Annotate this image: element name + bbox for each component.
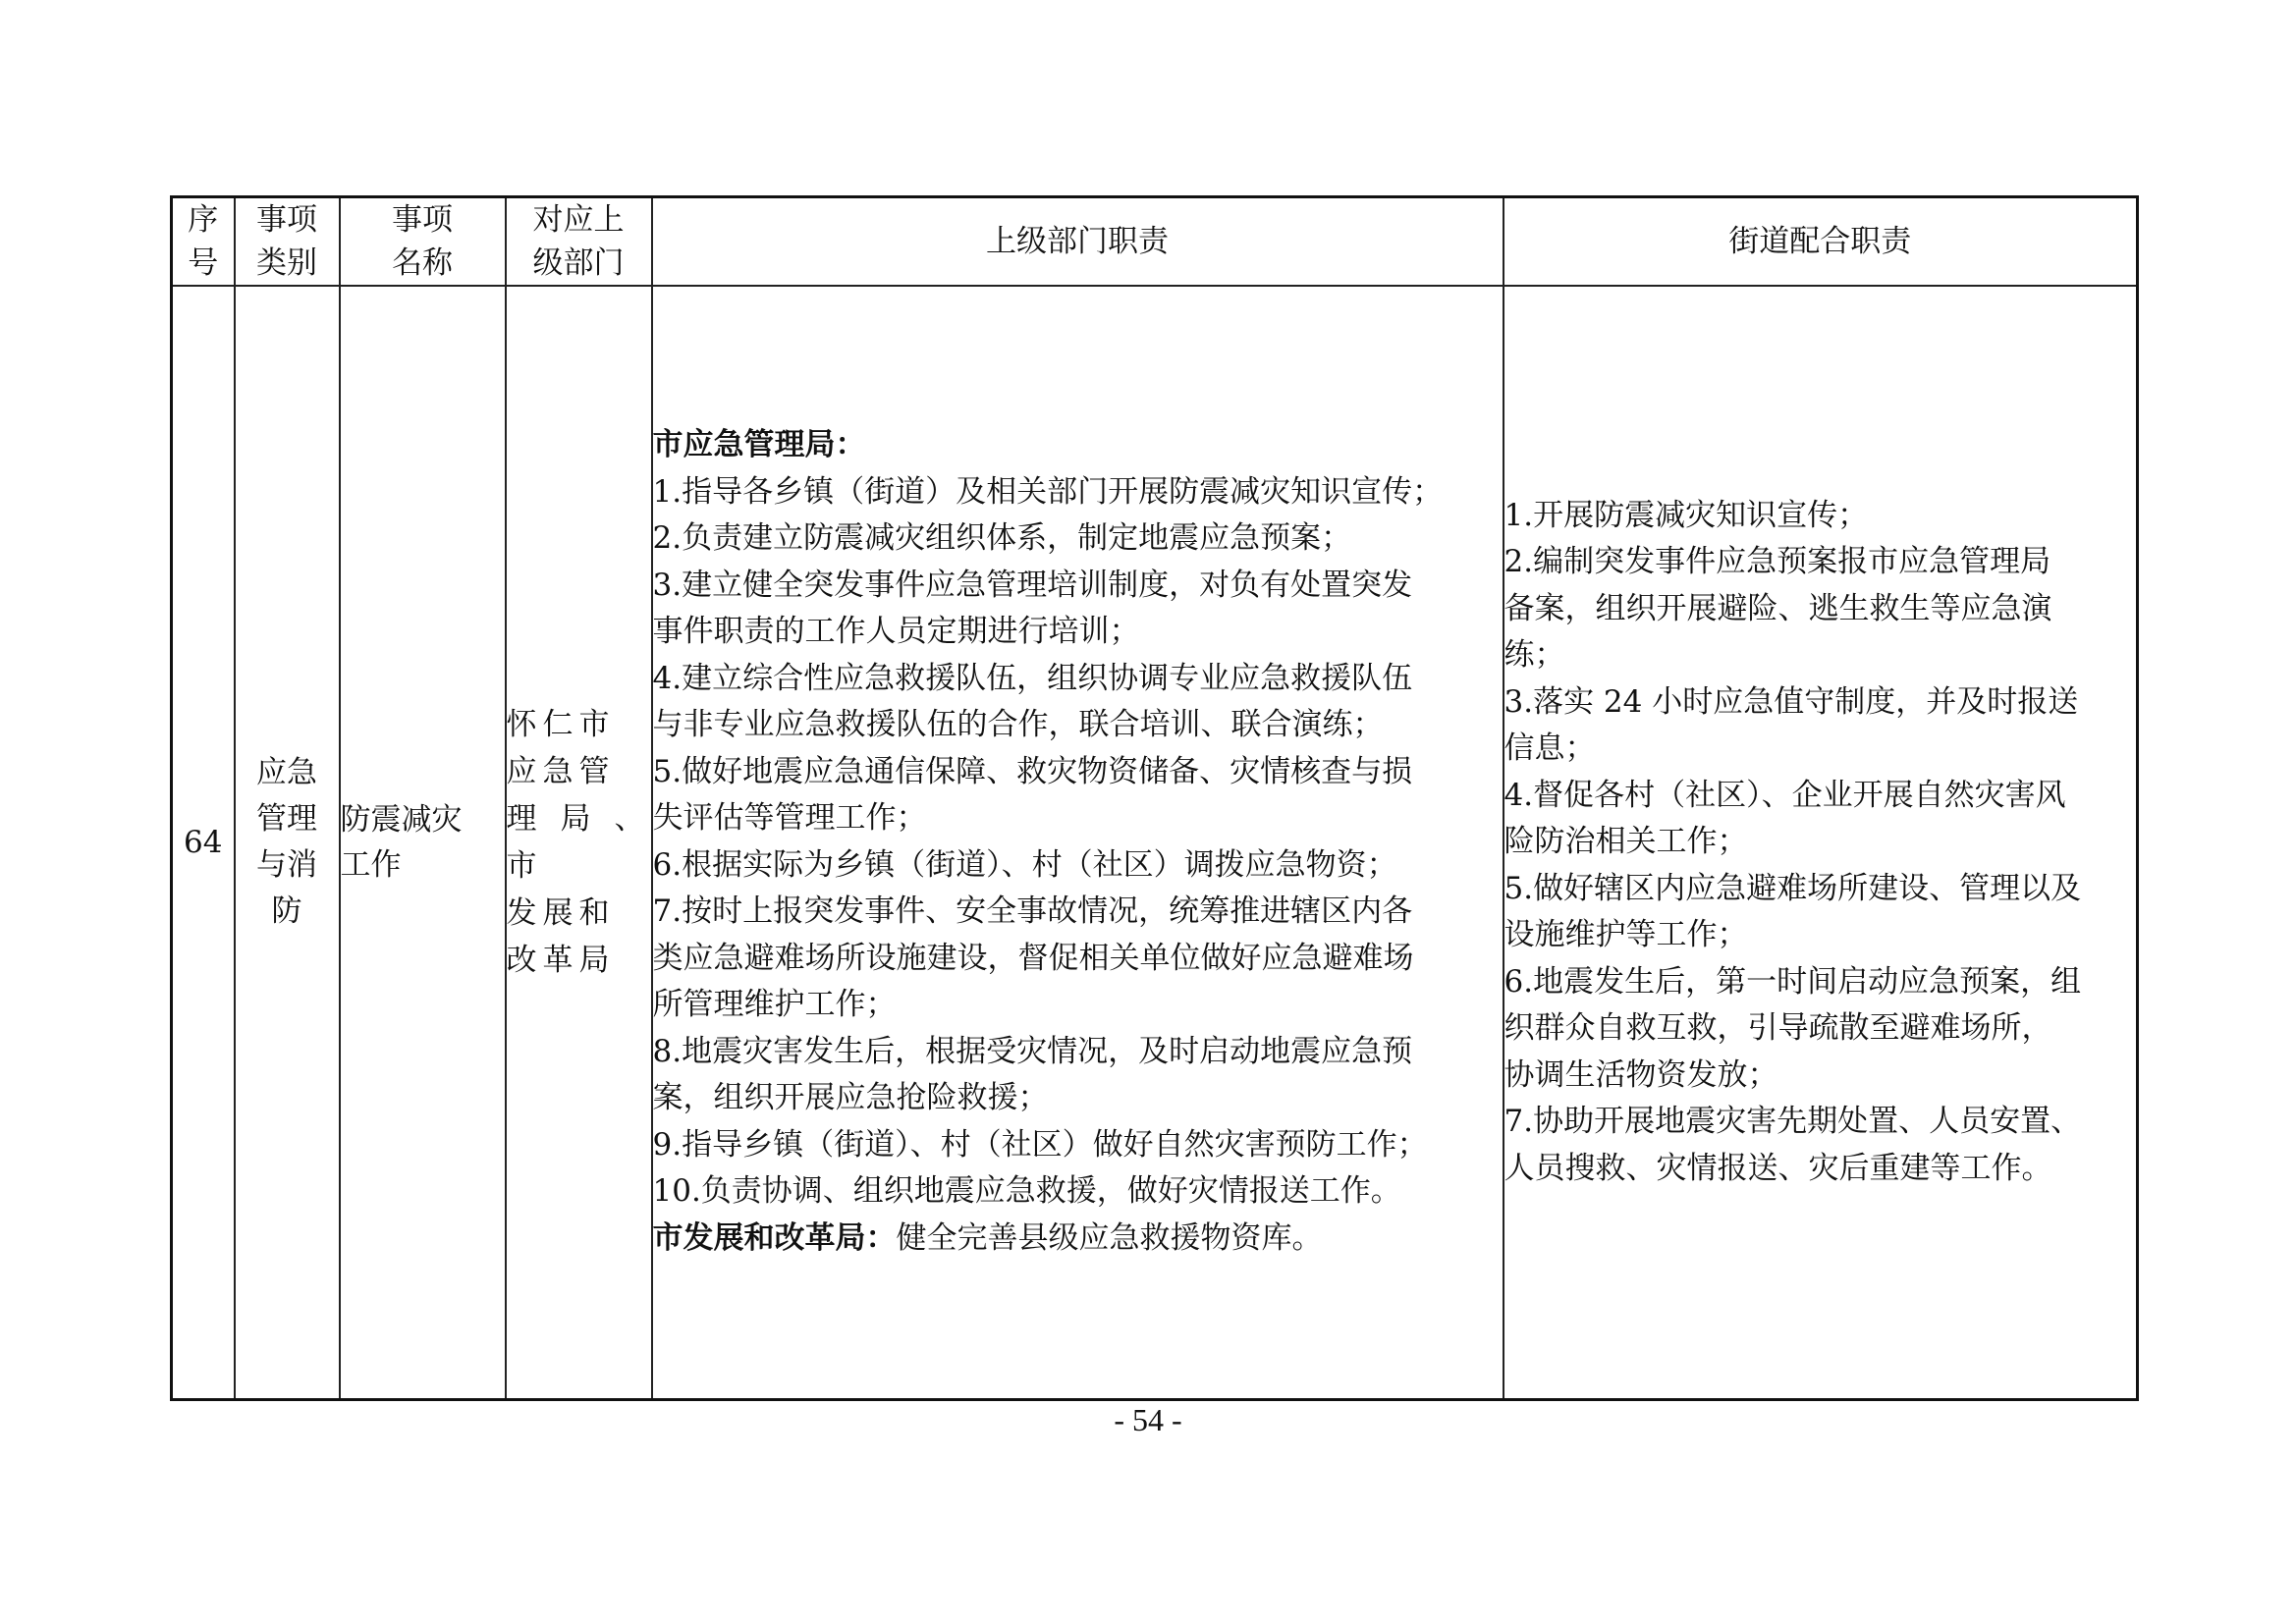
header-name: 事项 名称 [340,197,506,287]
list-item: 人员搜救、灾情报送、灾后重建等工作。 [1503,1150,2052,1186]
list-item: 6.根据实际为乡镇（街道）、村（社区）调拨应急物资； [652,846,1397,883]
list-item: 信息； [1503,730,1596,766]
list-item: 失评估等管理工作； [652,800,927,837]
header-street-duties: 街道配合职责 [1503,197,2138,287]
list-item: 3.建立健全突发事件应急管理培训制度，对负有处置突发 [652,567,1413,603]
list-item: 4.建立综合性应急救援队伍，组织协调专业应急救援队伍 [652,660,1413,696]
list-item: 与非专业应急救援队伍的合作，联合培训、联合演练； [652,707,1384,743]
list-item: 织群众自救互救，引导疏散至避难场所， [1503,1010,2052,1046]
header-dept: 对应上 级部门 [506,197,652,287]
list-item: 1.指导各乡镇（街道）及相关部门开展防震减灾知识宣传； [652,473,1444,510]
list-item: 10.负责协调、组织地震应急救援，做好灾情报送工作。 [652,1173,1401,1210]
list-item: 8.地震灾害发生后，根据受灾情况，及时启动地震应急预 [652,1033,1413,1069]
list-item: 5.做好地震应急通信保障、救灾物资储备、灾情核查与损 [652,753,1413,789]
list-item: 4.督促各村（社区）、企业开展自然灾害风 [1503,777,2066,813]
row-street-duties [1503,286,2138,1399]
list-item: 1.开展防震减灾知识宣传； [1503,497,1869,533]
list-item: 2.编制突发事件应急预案报市应急管理局 [1503,544,2051,579]
list-item: 9.指导乡镇（街道）、村（社区）做好自然灾害预防工作； [652,1126,1428,1163]
list-item: 练； [1503,637,1565,673]
header-seq: 序 号 [172,197,235,287]
upper-heading-emergency: 市应急管理局： [652,427,866,463]
list-item: 险防治相关工作； [1503,824,1748,859]
list-item: 类应急避难场所设施建设，督促相关单位做好应急避难场 [652,940,1414,976]
header-upper-duties: 上级部门职责 [652,197,1503,287]
list-item: 6.地震发生后，第一时间启动应急预案，组 [1503,963,2082,1000]
list-item: 所管理维护工作； [652,987,897,1023]
table-row [172,286,2138,1399]
upper-development-line: 市发展和改革局：健全完善县级应急救援物资库。 [652,1219,1323,1256]
row-upper-duties [652,286,1503,1399]
list-item: 设施维护等工作； [1503,917,1748,952]
row-seq: 64 [172,286,235,1399]
header-category: 事项 类别 [235,197,340,287]
list-item: 2.负责建立防震减灾组织体系，制定地震应急预案； [652,520,1352,557]
row-name: 防震减灾 工作 [340,286,506,1399]
header-row [172,197,2138,287]
list-item: 3.落实 24 小时应急值守制度，并及时报送 [1503,683,2079,720]
list-item: 备案，组织开展避险、逃生救生等应急演 [1503,590,2052,626]
upper-heading-development: 市发展和改革局： [652,1219,897,1256]
row-dept: 怀仁市 应急管 理局、市 发展和 改革局 [506,286,652,1399]
list-item: 5.做好辖区内应急避难场所建设、管理以及 [1503,870,2082,906]
list-item: 事件职责的工作人员定期进行培训； [652,614,1140,650]
row-category: 应急 管理 与消 防 [235,286,340,1399]
duty-table [170,195,2139,1401]
list-item: 7.按时上报突发事件、安全事故情况，统筹推进辖区内各 [652,893,1413,930]
list-item: 7.协助开展地震灾害先期处置、人员安置、 [1503,1104,2082,1139]
page-number: - 54 - [1114,1402,1182,1437]
list-item: 案，组织开展应急抢险救援； [652,1080,1049,1116]
list-item: 协调生活物资发放； [1503,1056,1778,1093]
